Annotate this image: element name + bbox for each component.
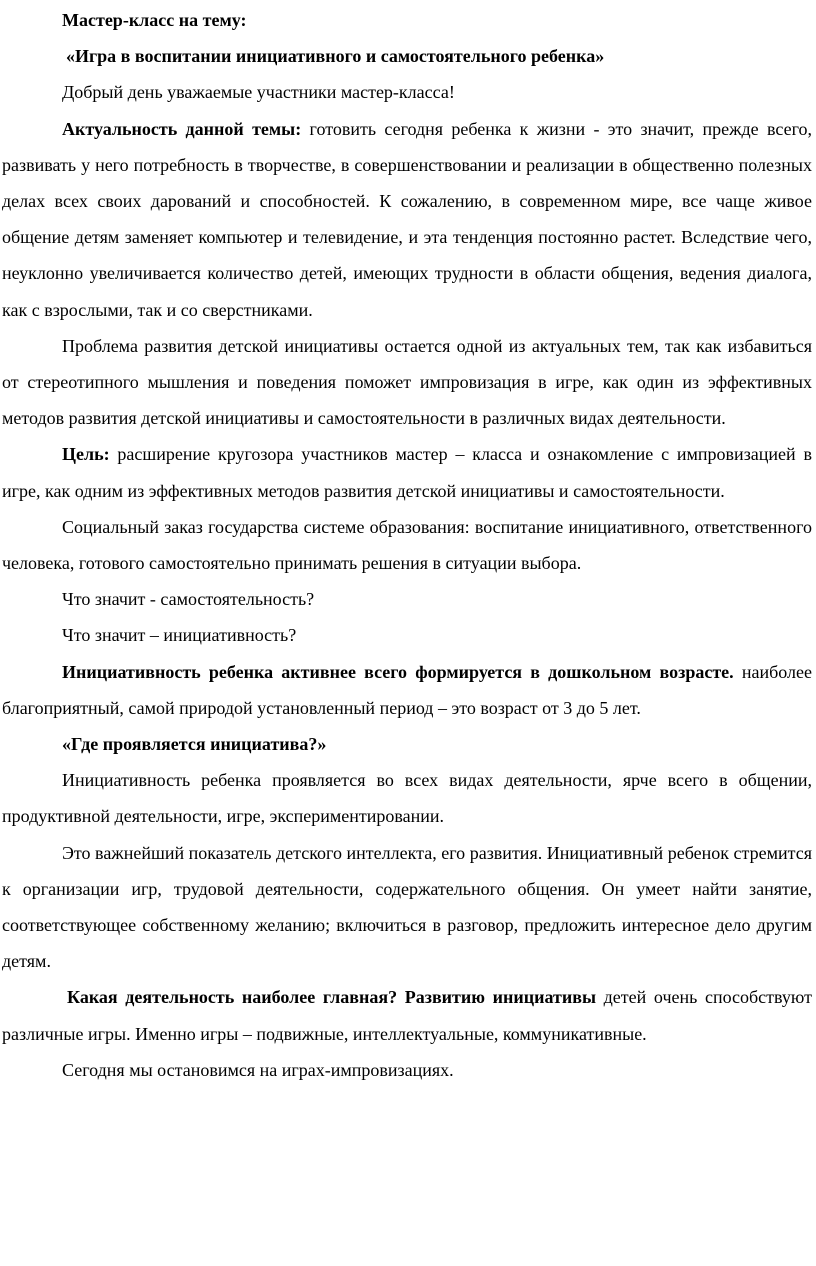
question-independence: Что значит - самостоятельность?: [62, 589, 315, 610]
relevance-paragraph: [2, 111, 812, 328]
title-line-2: «Игра в воспитании инициативного и самостоятельного ребенка»: [66, 46, 605, 67]
goal-paragraph: [2, 436, 812, 508]
where-heading: «Где проявляется инициатива?»: [62, 734, 327, 755]
activity-text: детей очень способствуют различные игры. Именно игры – подвижные, интеллектуальные, коммуникативные.: [2, 987, 812, 1044]
social-order-paragraph: Социальный заказ государства системе образования: воспитание инициативного, ответственного человека, готового самостоятельно принимать решения в ситуации выбора.: [2, 516, 812, 574]
initiative-label: Инициативность ребенка активнее всего формируется в дошкольном возрасте.: [62, 661, 734, 682]
goal-text: расширение кругозора участников мастер – класса и ознакомление с импровизацией в игре, как одним из эффективных методов развития детской инициативы и самостоятельности.: [2, 444, 812, 501]
indicator-paragraph: Это важнейший показатель детского интеллекта, его развития. Инициативный ребенок стремится к организации игр, трудовой деятельности, содержательного общения. Он умеет найти занятие, соответствующее собственному желанию; включиться в разговор, предложить интересное дело другим детям.: [2, 842, 812, 972]
greeting-paragraph: Добрый день уважаемые участники мастер-класса!: [62, 82, 455, 103]
goal-label: Цель:: [62, 444, 110, 465]
problem-paragraph: Проблема развития детской инициативы остается одной из актуальных тем, так как избавиться от стереотипного мышления и поведения поможет импровизация в игре, как один из эффективных методов развития детской инициативы и самостоятельности в различных видах деятельности.: [2, 335, 812, 429]
closing-paragraph: Сегодня мы остановимся на играх-импровизациях.: [62, 1059, 454, 1080]
relevance-text: готовить сегодня ребенка к жизни - это значит, прежде всего, развивать у него потребность в творчестве, в совершенствовании и реализации в общественно полезных делах всех своих дарований и способностей. К сожалению, в современном мире, все чаще живое общение детям заменяет компьютер и телевидение, и эта тенденция постоянно растет. Вследствие чего, неуклонно увеличивается количество детей, имеющих трудности в области общения, ведения диалога, как с взрослыми, так и со сверстниками.: [2, 118, 812, 320]
activity-paragraph: [2, 979, 812, 1051]
initiative-text: наиболее благоприятный, самой природой установленный период – это возраст от 3 до 5 лет.: [2, 661, 812, 718]
activity-label: Какая деятельность наиболее главная? Развитию инициативы: [67, 987, 597, 1008]
where-paragraph: Инициативность ребенка проявляется во всех видах деятельности, ярче всего в общении, продуктивной деятельности, игре, экспериментировании.: [2, 770, 812, 827]
initiative-paragraph: [2, 654, 812, 726]
title-line-1: Мастер-класс на тему:: [62, 10, 247, 30]
relevance-label: Актуальность данной темы:: [62, 118, 302, 139]
question-initiative: Что значит – инициативность?: [62, 625, 297, 646]
